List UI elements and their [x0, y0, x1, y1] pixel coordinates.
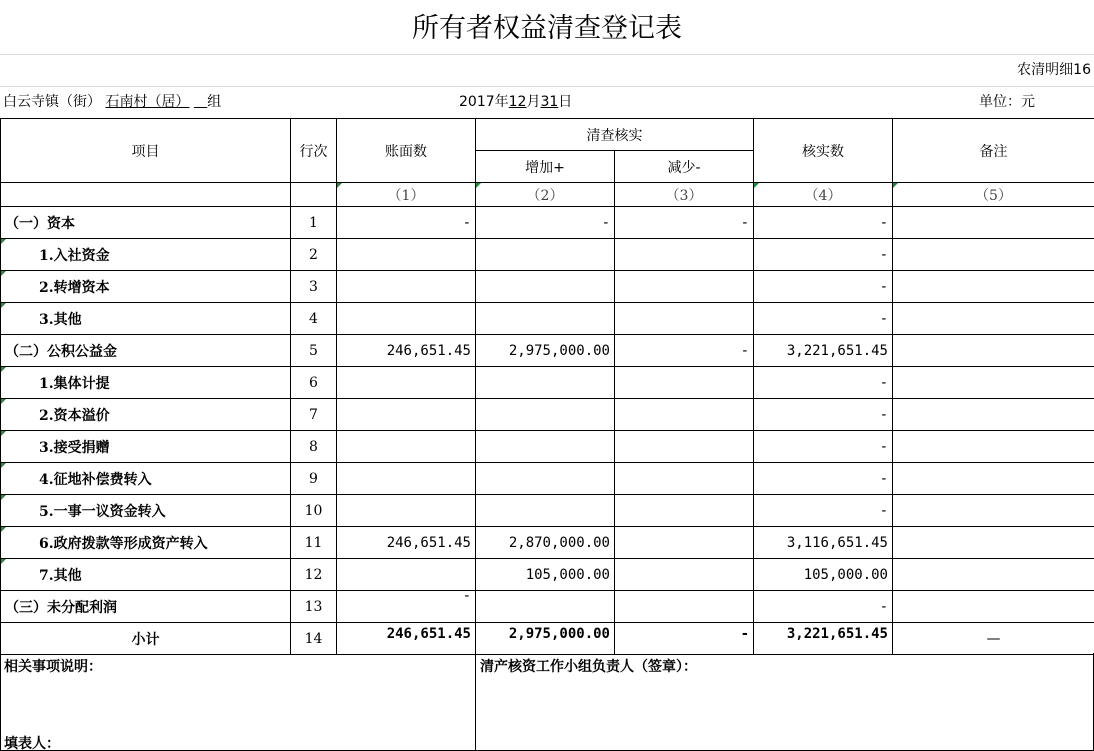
- sheet-gridline: [0, 54, 1094, 55]
- table-row: [1, 559, 1094, 591]
- remarks-cell: [893, 399, 1094, 431]
- remarks-cell: [893, 591, 1094, 623]
- decrease-cell: [615, 591, 754, 623]
- table-row: [1, 271, 1094, 303]
- increase-cell: [476, 367, 615, 399]
- book-value-cell: [337, 559, 476, 591]
- book-value-cell: [337, 431, 476, 463]
- book-value-cell: [337, 367, 476, 399]
- verified-value-cell: -: [754, 239, 893, 271]
- row-item-label: 3.接受捐赠: [1, 431, 291, 463]
- increase-cell: [476, 399, 615, 431]
- verified-value-cell: 3,116,651.45: [754, 527, 893, 559]
- verified-value-cell: -: [754, 591, 893, 623]
- book-value-cell: [337, 271, 476, 303]
- table-row: [1, 207, 1094, 239]
- remarks-cell: [893, 239, 1094, 271]
- header-row-no: 行次: [291, 119, 337, 183]
- increase-cell: [476, 303, 615, 335]
- remarks-cell: [893, 207, 1094, 239]
- related-matters-label: 相关事项说明：: [4, 659, 102, 675]
- table-row: [1, 591, 1094, 623]
- increase-cell: 2,870,000.00: [476, 527, 615, 559]
- increase-cell: [476, 591, 615, 623]
- book-value-cell: [337, 495, 476, 527]
- header-verified-value: 核实数: [754, 119, 893, 183]
- header-increase: 增加+: [476, 151, 615, 183]
- remarks-cell: [893, 335, 1094, 367]
- verified-value-cell: -: [754, 367, 893, 399]
- verified-value-cell: -: [754, 431, 893, 463]
- verified-value-cell: -: [754, 495, 893, 527]
- remarks-cell: —: [893, 623, 1094, 655]
- decrease-cell: [615, 367, 754, 399]
- decrease-cell: [615, 463, 754, 495]
- remarks-cell: [893, 303, 1094, 335]
- column-index: （4）: [754, 183, 893, 207]
- row-item-label: 1.入社资金: [1, 239, 291, 271]
- table-row: [1, 367, 1094, 399]
- group-label: 组: [207, 94, 222, 110]
- remarks-cell: [893, 367, 1094, 399]
- row-number: 12: [291, 559, 337, 591]
- decrease-cell: -: [615, 623, 754, 655]
- notes-divider: [475, 653, 476, 750]
- date-year: 2017: [459, 94, 495, 110]
- village-label: 石南村（居）: [105, 94, 190, 110]
- decrease-cell: [615, 527, 754, 559]
- row-number: 4: [291, 303, 337, 335]
- decrease-cell: [615, 239, 754, 271]
- row-number: 6: [291, 367, 337, 399]
- date-day: 31: [540, 94, 559, 110]
- column-index: （1）: [337, 183, 476, 207]
- row-item-label: 1.集体计提: [1, 367, 291, 399]
- team-leader-signature-label: 清产核资工作小组负责人（签章）：: [480, 659, 697, 675]
- table-row: [1, 463, 1094, 495]
- equity-table: [0, 118, 1094, 655]
- row-item-label: 5.一事一议资金转入: [1, 495, 291, 527]
- book-value-cell: 246,651.45: [337, 335, 476, 367]
- verified-value-cell: 105,000.00: [754, 559, 893, 591]
- form-meta-row: [0, 88, 1094, 116]
- row-number: 2: [291, 239, 337, 271]
- table-row: [1, 431, 1094, 463]
- increase-cell: 105,000.00: [476, 559, 615, 591]
- verified-value-cell: -: [754, 271, 893, 303]
- decrease-cell: -: [615, 207, 754, 239]
- decrease-cell: [615, 431, 754, 463]
- row-number: 3: [291, 271, 337, 303]
- table-row: [1, 239, 1094, 271]
- increase-cell: [476, 431, 615, 463]
- remarks-cell: [893, 559, 1094, 591]
- row-item-label: 7.其他: [1, 559, 291, 591]
- filler-label: 填表人：: [4, 736, 60, 751]
- increase-cell: [476, 463, 615, 495]
- book-value-cell: [337, 463, 476, 495]
- book-value-cell: [337, 399, 476, 431]
- row-number: 5: [291, 335, 337, 367]
- column-index-row: [1, 183, 1094, 207]
- header-decrease: 减少-: [615, 151, 754, 183]
- row-item-label: （二）公积公益金: [1, 335, 291, 367]
- decrease-cell: [615, 303, 754, 335]
- verified-value-cell: 3,221,651.45: [754, 623, 893, 655]
- column-index-blank: [1, 183, 291, 207]
- row-number: 11: [291, 527, 337, 559]
- row-number: 1: [291, 207, 337, 239]
- report-date: 2017年12月31日: [459, 94, 573, 110]
- table-row: [1, 399, 1094, 431]
- increase-cell: 2,975,000.00: [476, 335, 615, 367]
- remarks-cell: [893, 495, 1094, 527]
- header-remarks: 备注: [893, 119, 1094, 183]
- increase-cell: -: [476, 207, 615, 239]
- increase-cell: [476, 271, 615, 303]
- row-item-label: 4.征地补偿费转入: [1, 463, 291, 495]
- row-item-label: 2.转增资本: [1, 271, 291, 303]
- decrease-cell: [615, 559, 754, 591]
- form-title: 所有者权益清查登记表: [412, 13, 682, 44]
- date-month: 12: [508, 94, 527, 110]
- column-index: （3）: [615, 183, 754, 207]
- town-label: 白云寺镇（街）: [3, 94, 101, 110]
- group-blank: [194, 94, 207, 110]
- row-number: 13: [291, 591, 337, 623]
- increase-cell: [476, 495, 615, 527]
- book-value-cell: -: [337, 591, 476, 623]
- verified-value-cell: -: [754, 463, 893, 495]
- row-number: 14: [291, 623, 337, 655]
- row-item-label: 3.其他: [1, 303, 291, 335]
- verified-value-cell: 3,221,651.45: [754, 335, 893, 367]
- decrease-cell: [615, 271, 754, 303]
- column-index: （2）: [476, 183, 615, 207]
- row-number: 8: [291, 431, 337, 463]
- remarks-cell: [893, 271, 1094, 303]
- subtotal-row: [1, 623, 1094, 655]
- increase-cell: [476, 239, 615, 271]
- increase-cell: 2,975,000.00: [476, 623, 615, 655]
- row-number: 9: [291, 463, 337, 495]
- decrease-cell: -: [615, 335, 754, 367]
- decrease-cell: [615, 495, 754, 527]
- form-code: 农清明细16: [1017, 62, 1091, 78]
- currency-unit: 单位：元: [979, 94, 1035, 110]
- table-row: [1, 495, 1094, 527]
- header-row: [1, 119, 1094, 151]
- book-value-cell: [337, 303, 476, 335]
- remarks-cell: [893, 527, 1094, 559]
- sheet-gridline: [0, 86, 1094, 87]
- book-value-cell: 246,651.45: [337, 527, 476, 559]
- column-index-blank: [291, 183, 337, 207]
- row-number: 7: [291, 399, 337, 431]
- decrease-cell: [615, 399, 754, 431]
- header-book-value: 账面数: [337, 119, 476, 183]
- book-value-cell: -: [337, 207, 476, 239]
- book-value-cell: 246,651.45: [337, 623, 476, 655]
- location: [3, 88, 221, 116]
- table-row: [1, 303, 1094, 335]
- verified-value-cell: -: [754, 303, 893, 335]
- row-item-label: 2.资本溢价: [1, 399, 291, 431]
- column-index: （5）: [893, 183, 1094, 207]
- subtotal-label: 小计: [1, 623, 291, 655]
- row-item-label: （三）未分配利润: [1, 591, 291, 623]
- table-row: [1, 335, 1094, 367]
- row-item-label: 6.政府拨款等形成资产转入: [1, 527, 291, 559]
- remarks-cell: [893, 431, 1094, 463]
- row-number: 10: [291, 495, 337, 527]
- notes-section: [0, 653, 1094, 751]
- row-item-label: （一）资本: [1, 207, 291, 239]
- verified-value-cell: -: [754, 207, 893, 239]
- book-value-cell: [337, 239, 476, 271]
- header-item: 项目: [1, 119, 291, 183]
- verified-value-cell: -: [754, 399, 893, 431]
- remarks-cell: [893, 463, 1094, 495]
- table-row: [1, 527, 1094, 559]
- header-verification: 清查核实: [476, 119, 754, 151]
